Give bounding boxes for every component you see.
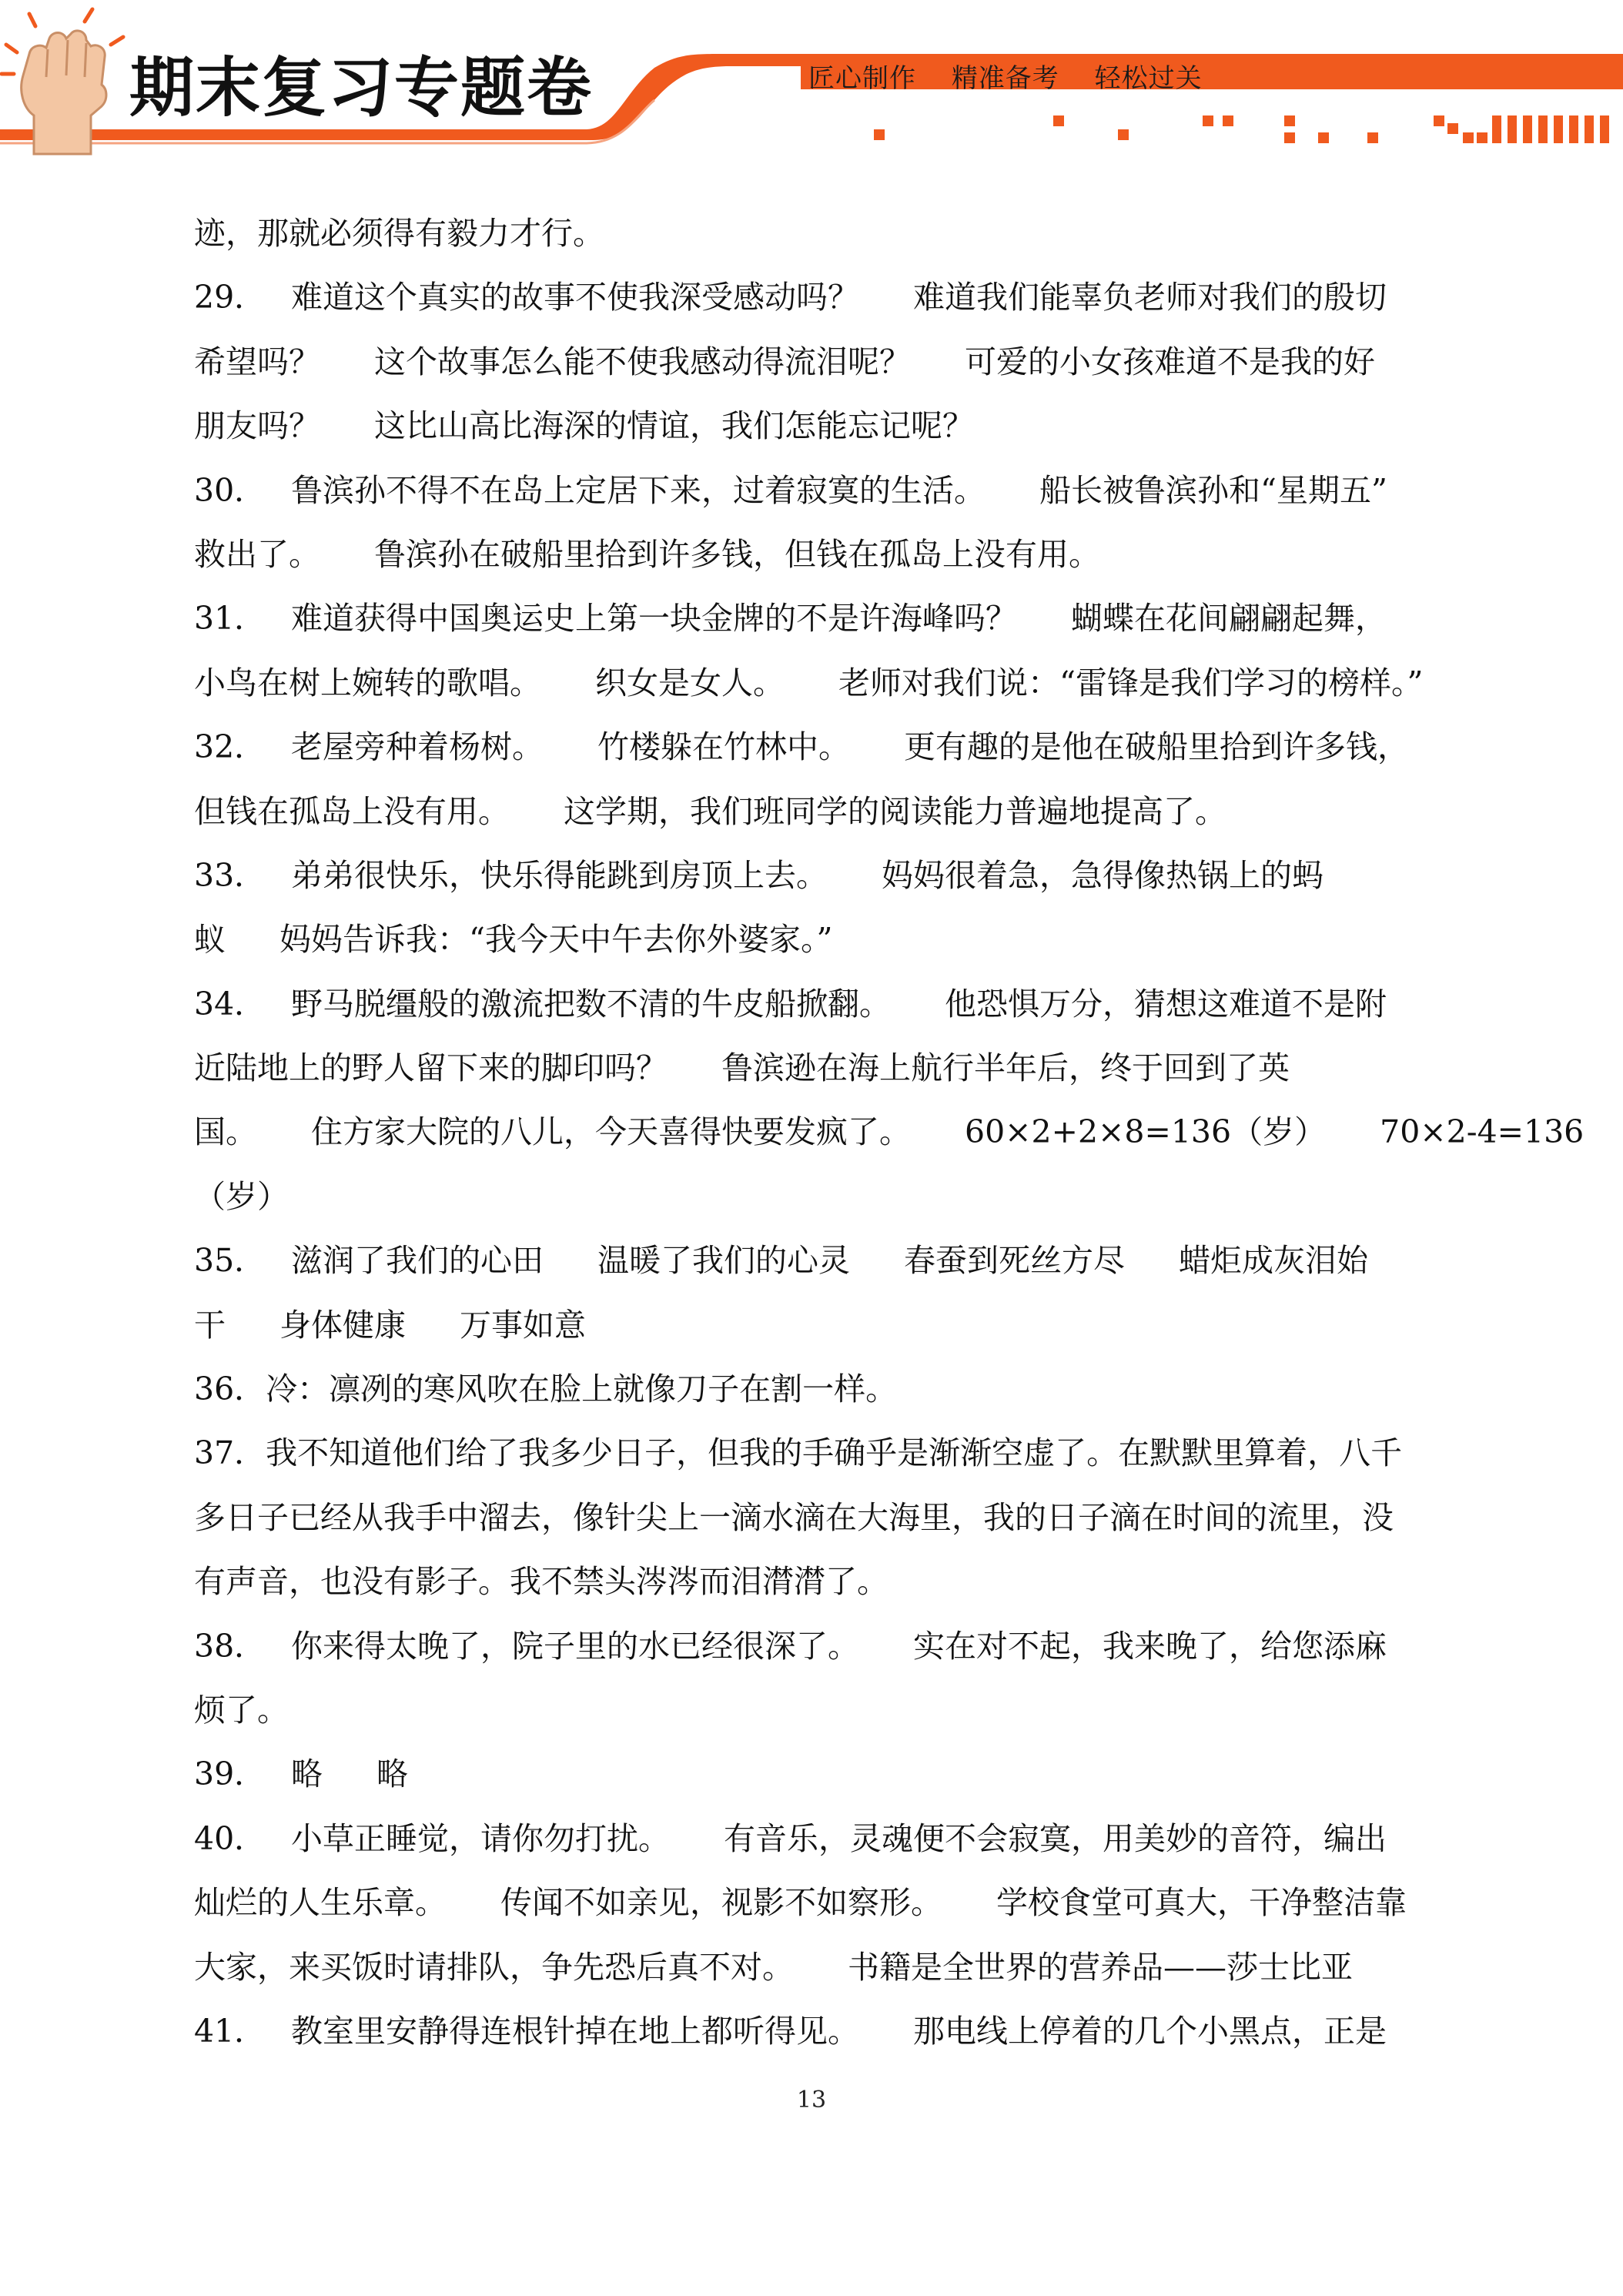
answer-segment: 船长被鲁滨孙和“星期五”	[1039, 471, 1387, 509]
answer-segment: 希望吗？	[194, 343, 320, 380]
answer-segment: （岁）	[194, 1177, 289, 1215]
slogan-1: 匠心制作	[808, 63, 916, 94]
answer-segment: 传闻不如亲见，视影不如察形。	[500, 1884, 942, 1922]
answer-segment: 滋润了我们的心田	[291, 1242, 544, 1280]
text-line	[194, 2000, 1435, 2063]
text-line	[194, 1421, 1435, 1485]
text-line	[194, 908, 1435, 972]
answer-segment: 60×2+2×8=136（岁）	[965, 1113, 1327, 1151]
text-line	[194, 1100, 1585, 1164]
answer-segment: 但钱在孤岛上没有用。	[194, 792, 510, 830]
text-line	[194, 523, 1435, 587]
answer-segment: 国。	[194, 1113, 257, 1151]
question-number: 31．	[194, 600, 266, 638]
answer-segment: 朋友吗？	[194, 407, 320, 445]
answer-segment: 实在对不起，我来晚了，给您添麻	[913, 1627, 1387, 1665]
answer-segment: 他恐惧万分，猜想这难道不是附	[945, 985, 1387, 1022]
page-number: 13	[796, 2087, 827, 2114]
text-line	[194, 1615, 1435, 1678]
question-number: 33．	[194, 856, 266, 894]
answer-segment: 更有趣的是他在破船里拾到许多钱，	[904, 728, 1409, 766]
answer-segment: 温暖了我们的心灵	[597, 1242, 850, 1280]
answer-segment: 竹楼躲在竹林中。	[597, 728, 850, 766]
text-line	[194, 330, 1435, 394]
text-line	[194, 651, 1435, 715]
text-line	[194, 1936, 1435, 2000]
answer-segment: 烦了。	[194, 1691, 289, 1729]
answer-segment: 大家，来买饭时请排队，争先恐后真不对。	[194, 1948, 794, 1986]
answer-segment: 身体健康	[279, 1306, 406, 1344]
answer-segment: 有声音，也没有影子。我不禁头涔涔而泪潸潸了。	[194, 1563, 888, 1601]
text-line	[194, 1807, 1435, 1871]
question-number: 30．	[194, 471, 266, 509]
header-slogan	[808, 57, 1229, 95]
answer-segment: 春蚕到死丝方尽	[904, 1242, 1125, 1280]
text-line	[194, 1036, 1435, 1100]
answer-segment: 住方家大院的八儿，今天喜得快要发疯了。	[311, 1113, 911, 1151]
text-line	[194, 1357, 1435, 1421]
text-line	[194, 202, 1435, 266]
answer-segment: 老师对我们说：“雷锋是我们学习的榜样。”	[838, 664, 1424, 701]
text-line	[194, 1165, 1435, 1229]
question-number: 40．	[194, 1819, 266, 1857]
answer-segment: 37．我不知道他们给了我多少日子，但我的手确乎是渐渐空虚了。在默默里算着，八千	[194, 1434, 1403, 1472]
answer-segment: 近陆地上的野人留下来的脚印吗？	[194, 1049, 668, 1087]
text-line	[194, 844, 1435, 908]
answer-segment: 织女是女人。	[595, 664, 785, 701]
answer-segment: 70×2-4=136	[1380, 1113, 1585, 1151]
answer-segment: 蜡炬成灰泪始	[1179, 1242, 1368, 1280]
answer-segment: 救出了。	[194, 535, 320, 573]
text-line	[194, 1294, 1435, 1357]
text-line	[194, 1678, 1435, 1742]
answer-segment: 这学期，我们班同学的阅读能力普遍地提高了。	[564, 792, 1226, 830]
answer-segment: 有音乐，灵魂便不会寂寞，用美妙的音符，编出	[724, 1819, 1387, 1857]
answer-segment: 教室里安静得连根针掉在地上都听得见。	[291, 2012, 859, 2050]
answer-segment: 可爱的小女孩难道不是我的好	[965, 343, 1375, 380]
text-line	[194, 1486, 1435, 1550]
answer-segment: 学校食堂可真大，干净整洁靠	[996, 1884, 1407, 1922]
answer-segment: 你来得太晚了，院子里的水已经很深了。	[291, 1627, 859, 1665]
text-line	[194, 266, 1435, 330]
answer-segment: 妈妈告诉我：“我今天中午去你外婆家。”	[279, 921, 833, 959]
question-number: 32．	[194, 728, 266, 766]
answer-segment: 鲁滨孙在破船里拾到许多钱，但钱在孤岛上没有用。	[374, 535, 1100, 573]
text-line	[194, 394, 1435, 458]
answer-segment: 鲁滨孙不得不在岛上定居下来，过着寂寞的生活。	[291, 471, 986, 509]
answer-segment: 略	[376, 1755, 408, 1793]
slogan-3: 轻松过关	[1094, 63, 1203, 94]
text-line	[194, 1229, 1435, 1293]
answer-segment: 干	[194, 1306, 226, 1344]
answer-segment: 弟弟很快乐，快乐得能跳到房顶上去。	[291, 856, 828, 894]
answer-segment: 妈妈很着急，急得像热锅上的蚂	[882, 856, 1323, 894]
question-number: 39．	[194, 1755, 266, 1793]
question-number: 41．	[194, 2012, 266, 2050]
answer-segment: 蚁	[194, 921, 226, 959]
answer-segment: 小鸟在树上婉转的歌唱。	[194, 664, 541, 701]
question-number: 29．	[194, 279, 266, 316]
answer-segment: 难道获得中国奥运史上第一块金牌的不是许海峰吗？	[291, 600, 1017, 638]
answer-segment: 蝴蝶在花间翩翩起舞，	[1071, 600, 1387, 638]
slogan-2: 精准备考	[951, 63, 1059, 94]
answer-segment: 略	[291, 1755, 323, 1793]
answer-segment: 多日子已经从我手中溜去，像针尖上一滴水滴在大海里，我的日子滴在时间的流里，没	[194, 1498, 1394, 1536]
text-line	[194, 1871, 1435, 1935]
answer-segment: 野马脱缰般的激流把数不清的牛皮船掀翻。	[291, 985, 891, 1022]
answer-segment: 万事如意	[460, 1306, 586, 1344]
answer-segment: 这个故事怎么能不使我感动得流泪呢？	[374, 343, 911, 380]
answer-segment: 这比山高比海深的情谊，我们怎能忘记呢？	[374, 407, 974, 445]
text-line	[194, 1742, 1435, 1806]
question-number: 34．	[194, 985, 266, 1022]
answer-segment: 鲁滨逊在海上航行半年后，终于回到了英	[721, 1049, 1290, 1087]
answer-segment: 难道我们能辜负老师对我们的殷切	[913, 279, 1387, 316]
answer-segment: 老屋旁种着杨树。	[291, 728, 544, 766]
answer-segment: 36．冷：凛冽的寒风吹在脸上就像刀子在割一样。	[194, 1371, 898, 1408]
answer-segment: 小草正睡觉，请你勿打扰。	[291, 1819, 670, 1857]
answer-segment: 书籍是全世界的营养品——莎士比亚	[848, 1948, 1353, 1986]
answer-segment: 那电线上停着的几个小黑点，正是	[913, 2012, 1387, 2050]
page-header	[0, 0, 1623, 154]
text-line	[194, 587, 1435, 651]
text-line	[194, 715, 1435, 779]
answer-segment: 迹，那就必须得有毅力才行。	[194, 215, 604, 252]
text-line	[194, 972, 1435, 1036]
text-line	[194, 459, 1435, 523]
text-line	[194, 780, 1435, 844]
answer-text	[194, 202, 1585, 2063]
question-number: 38．	[194, 1627, 266, 1665]
page-title: 期末复习专题卷	[129, 50, 594, 126]
question-number: 35．	[194, 1242, 266, 1280]
answer-segment: 难道这个真实的故事不使我深受感动吗？	[291, 279, 859, 316]
text-line	[194, 1550, 1435, 1614]
answer-segment: 灿烂的人生乐章。	[194, 1884, 447, 1922]
